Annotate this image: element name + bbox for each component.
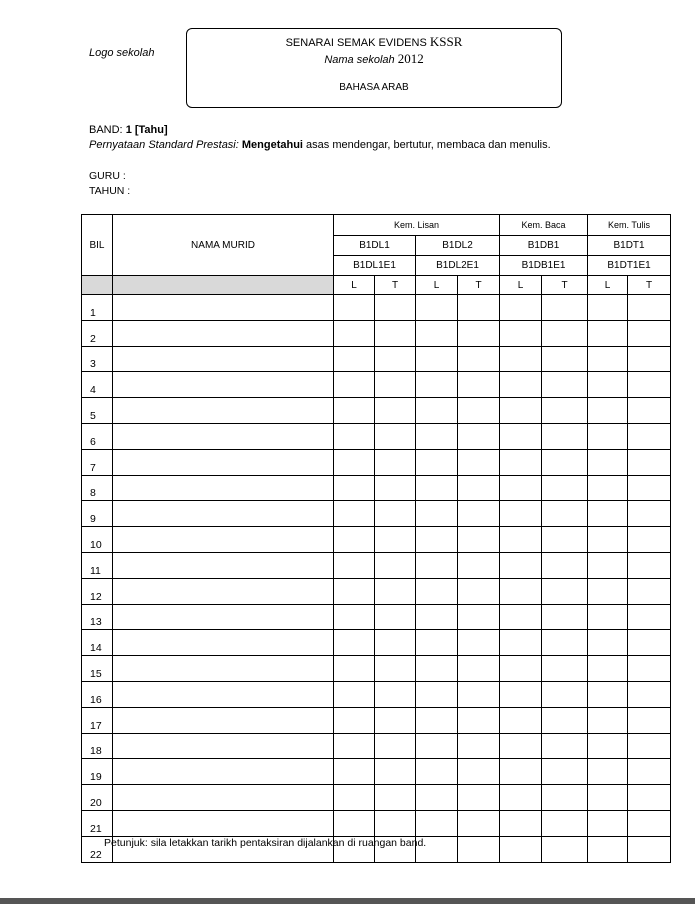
assessment-date-cell[interactable] [542, 372, 588, 398]
assessment-date-cell[interactable] [334, 423, 375, 449]
assessment-date-cell[interactable] [334, 578, 375, 604]
assessment-date-cell[interactable] [500, 423, 542, 449]
assessment-date-cell[interactable] [628, 346, 671, 372]
assessment-date-cell[interactable] [458, 785, 500, 811]
assessment-date-cell[interactable] [458, 372, 500, 398]
assessment-date-cell[interactable] [588, 707, 628, 733]
assessment-date-cell[interactable] [588, 836, 628, 862]
assessment-date-cell[interactable] [334, 810, 375, 836]
assessment-date-cell[interactable] [458, 475, 500, 501]
row-number: 3 [82, 346, 113, 372]
header-nama-murid: NAMA MURID [113, 215, 334, 276]
band-line: BAND: 1 [Tahu] [89, 124, 168, 136]
row-number: 1 [82, 295, 113, 321]
evidence-b1db1e1: B1DB1E1 [500, 256, 588, 276]
assessment-date-cell[interactable] [416, 707, 458, 733]
row-number: 2 [82, 320, 113, 346]
row-number: 8 [82, 475, 113, 501]
assessment-date-cell[interactable] [542, 501, 588, 527]
assessment-date-cell[interactable] [588, 295, 628, 321]
gray-cell [113, 276, 334, 295]
assessment-date-cell[interactable] [588, 423, 628, 449]
assessment-date-cell[interactable] [458, 836, 500, 862]
assessment-date-cell[interactable] [375, 449, 416, 475]
assessment-date-cell[interactable] [416, 320, 458, 346]
assessment-date-cell[interactable] [334, 527, 375, 553]
assessment-date-cell[interactable] [416, 759, 458, 785]
table-row [82, 346, 671, 372]
assessment-date-cell[interactable] [334, 295, 375, 321]
assessment-date-cell[interactable] [334, 785, 375, 811]
student-name-cell[interactable] [113, 810, 334, 836]
assessment-date-cell[interactable] [542, 295, 588, 321]
assessment-date-cell[interactable] [500, 733, 542, 759]
assessment-date-cell[interactable] [500, 552, 542, 578]
assessment-date-cell[interactable] [628, 733, 671, 759]
student-name-cell[interactable] [113, 449, 334, 475]
table-row [82, 759, 671, 785]
assessment-date-cell[interactable] [416, 681, 458, 707]
student-name-cell[interactable] [113, 604, 334, 630]
assessment-date-cell[interactable] [375, 475, 416, 501]
assessment-date-cell[interactable] [588, 527, 628, 553]
assessment-date-cell[interactable] [416, 475, 458, 501]
row-number: 5 [82, 398, 113, 424]
table-row [82, 810, 671, 836]
assessment-date-cell[interactable] [500, 836, 542, 862]
assessment-date-cell[interactable] [542, 630, 588, 656]
assessment-date-cell[interactable] [588, 320, 628, 346]
group-kem-baca: Kem. Baca [500, 215, 588, 236]
student-name-cell[interactable] [113, 320, 334, 346]
assessment-date-cell[interactable] [416, 346, 458, 372]
assessment-date-cell[interactable] [416, 372, 458, 398]
assessment-date-cell[interactable] [458, 398, 500, 424]
assessment-date-cell[interactable] [542, 656, 588, 682]
assessment-date-cell[interactable] [500, 681, 542, 707]
row-number: 15 [82, 656, 113, 682]
assessment-date-cell[interactable] [588, 578, 628, 604]
assessment-date-cell[interactable] [375, 630, 416, 656]
assessment-date-cell[interactable] [500, 578, 542, 604]
assessment-date-cell[interactable] [458, 733, 500, 759]
standard-b1dt1: B1DT1 [588, 236, 671, 256]
assessment-date-cell[interactable] [542, 475, 588, 501]
table-row [82, 423, 671, 449]
assessment-date-cell[interactable] [416, 398, 458, 424]
assessment-date-cell[interactable] [334, 398, 375, 424]
row-number: 6 [82, 423, 113, 449]
table-row [82, 449, 671, 475]
assessment-date-cell[interactable] [334, 320, 375, 346]
assessment-date-cell[interactable] [500, 759, 542, 785]
student-name-cell[interactable] [113, 707, 334, 733]
table-row [82, 733, 671, 759]
assessment-date-cell[interactable] [588, 501, 628, 527]
table-row [82, 475, 671, 501]
standard-b1db1: B1DB1 [500, 236, 588, 256]
assessment-date-cell[interactable] [375, 656, 416, 682]
table-row [82, 552, 671, 578]
student-name-cell[interactable] [113, 346, 334, 372]
assessment-date-cell[interactable] [500, 398, 542, 424]
assessment-date-cell[interactable] [375, 733, 416, 759]
assessment-date-cell[interactable] [375, 423, 416, 449]
assessment-date-cell[interactable] [542, 552, 588, 578]
assessment-date-cell[interactable] [375, 681, 416, 707]
row-number: 14 [82, 630, 113, 656]
assessment-date-cell[interactable] [416, 604, 458, 630]
assessment-date-cell[interactable] [588, 475, 628, 501]
assessment-date-cell[interactable] [628, 372, 671, 398]
checklist-table [81, 214, 671, 863]
assessment-date-cell[interactable] [375, 346, 416, 372]
assessment-date-cell[interactable] [375, 501, 416, 527]
group-kem-lisan: Kem. Lisan [334, 215, 500, 236]
row-number: 20 [82, 785, 113, 811]
assessment-date-cell[interactable] [458, 656, 500, 682]
tahun-label: TAHUN : [89, 185, 131, 197]
table-row [82, 578, 671, 604]
table-row [82, 681, 671, 707]
page-bottom-edge [0, 898, 695, 904]
assessment-date-cell[interactable] [458, 681, 500, 707]
assessment-date-cell[interactable] [334, 733, 375, 759]
assessment-date-cell[interactable] [542, 527, 588, 553]
assessment-date-cell[interactable] [458, 604, 500, 630]
assessment-date-cell[interactable] [588, 372, 628, 398]
assessment-date-cell[interactable] [588, 759, 628, 785]
assessment-date-cell[interactable] [628, 398, 671, 424]
assessment-date-cell[interactable] [542, 346, 588, 372]
assessment-date-cell[interactable] [628, 810, 671, 836]
assessment-date-cell[interactable] [334, 449, 375, 475]
assessment-date-cell[interactable] [500, 707, 542, 733]
student-name-cell[interactable] [113, 372, 334, 398]
student-name-cell[interactable] [113, 656, 334, 682]
assessment-date-cell[interactable] [588, 398, 628, 424]
assessment-date-cell[interactable] [416, 423, 458, 449]
assessment-date-cell[interactable] [334, 656, 375, 682]
standard-b1dl2: B1DL2 [416, 236, 500, 256]
assessment-date-cell[interactable] [458, 346, 500, 372]
row-number: 7 [82, 449, 113, 475]
assessment-date-cell[interactable] [500, 320, 542, 346]
row-number: 18 [82, 733, 113, 759]
assessment-date-cell[interactable] [500, 449, 542, 475]
assessment-date-cell[interactable] [542, 707, 588, 733]
assessment-date-cell[interactable] [416, 552, 458, 578]
assessment-date-cell[interactable] [334, 346, 375, 372]
assessment-date-cell[interactable] [628, 552, 671, 578]
group-kem-tulis: Kem. Tulis [588, 215, 671, 236]
pernyataan-line: Pernyataan Standard Prestasi: Mengetahui asas mendengar, bertutur, membaca dan menulis. [89, 139, 551, 151]
assessment-date-cell[interactable] [375, 372, 416, 398]
assessment-date-cell[interactable] [588, 733, 628, 759]
sub-t: T [628, 276, 671, 295]
sub-t: T [542, 276, 588, 295]
assessment-date-cell[interactable] [375, 578, 416, 604]
assessment-date-cell[interactable] [588, 346, 628, 372]
assessment-date-cell[interactable] [334, 604, 375, 630]
evidence-b1dl1e1: B1DL1E1 [334, 256, 416, 276]
table-row [82, 604, 671, 630]
assessment-date-cell[interactable] [628, 320, 671, 346]
sub-l: L [588, 276, 628, 295]
assessment-date-cell[interactable] [416, 578, 458, 604]
table-row [82, 501, 671, 527]
assessment-date-cell[interactable] [334, 501, 375, 527]
assessment-date-cell[interactable] [416, 449, 458, 475]
title-box [186, 28, 562, 108]
assessment-date-cell[interactable] [628, 759, 671, 785]
assessment-date-cell[interactable] [542, 759, 588, 785]
assessment-date-cell[interactable] [334, 552, 375, 578]
document-title: SENARAI SEMAK EVIDENS KSSR [285, 34, 463, 49]
assessment-date-cell[interactable] [542, 604, 588, 630]
assessment-date-cell[interactable] [500, 630, 542, 656]
sub-l: L [334, 276, 375, 295]
assessment-date-cell[interactable] [628, 578, 671, 604]
assessment-date-cell[interactable] [458, 552, 500, 578]
assessment-date-cell[interactable] [500, 527, 542, 553]
evidence-b1dl2e1: B1DL2E1 [416, 256, 500, 276]
assessment-date-cell[interactable] [334, 372, 375, 398]
assessment-date-cell[interactable] [458, 449, 500, 475]
assessment-date-cell[interactable] [628, 501, 671, 527]
assessment-date-cell[interactable] [334, 681, 375, 707]
assessment-date-cell[interactable] [500, 785, 542, 811]
assessment-date-cell[interactable] [375, 759, 416, 785]
table-row [82, 527, 671, 553]
assessment-date-cell[interactable] [458, 527, 500, 553]
assessment-date-cell[interactable] [628, 604, 671, 630]
assessment-date-cell[interactable] [500, 604, 542, 630]
assessment-date-cell[interactable] [334, 475, 375, 501]
assessment-date-cell[interactable] [588, 656, 628, 682]
assessment-date-cell[interactable] [628, 836, 671, 862]
table-row [82, 320, 671, 346]
assessment-date-cell[interactable] [416, 810, 458, 836]
assessment-date-cell[interactable] [588, 449, 628, 475]
header-bil: BIL [82, 215, 113, 276]
table-row [82, 656, 671, 682]
subject-title: BAHASA ARAB [339, 82, 409, 93]
assessment-date-cell[interactable] [542, 423, 588, 449]
assessment-date-cell[interactable] [542, 578, 588, 604]
row-number: 11 [82, 552, 113, 578]
table-row [82, 372, 671, 398]
petunjuk-note: Petunjuk: sila letakkan tarikh pentaksiran dijalankan di ruangan band. [104, 837, 427, 849]
assessment-date-cell[interactable] [500, 346, 542, 372]
assessment-date-cell[interactable] [628, 630, 671, 656]
table-row [82, 785, 671, 811]
assessment-date-cell[interactable] [500, 372, 542, 398]
assessment-date-cell[interactable] [458, 759, 500, 785]
row-number: 22 [82, 836, 113, 862]
student-name-cell[interactable] [113, 759, 334, 785]
assessment-date-cell[interactable] [416, 785, 458, 811]
assessment-date-cell[interactable] [628, 449, 671, 475]
table-row [82, 398, 671, 424]
sub-t: T [458, 276, 500, 295]
assessment-date-cell[interactable] [458, 295, 500, 321]
assessment-date-cell[interactable] [458, 810, 500, 836]
table-row [82, 630, 671, 656]
row-number: 12 [82, 578, 113, 604]
assessment-date-cell[interactable] [416, 295, 458, 321]
student-name-cell[interactable] [113, 423, 334, 449]
assessment-date-cell[interactable] [458, 630, 500, 656]
standard-b1dl1: B1DL1 [334, 236, 416, 256]
guru-label: GURU : [89, 170, 126, 182]
assessment-date-cell[interactable] [628, 707, 671, 733]
assessment-date-cell[interactable] [542, 681, 588, 707]
assessment-date-cell[interactable] [416, 630, 458, 656]
row-number: 4 [82, 372, 113, 398]
assessment-date-cell[interactable] [628, 295, 671, 321]
logo-placeholder: Logo sekolah [89, 47, 155, 59]
row-number: 17 [82, 707, 113, 733]
assessment-date-cell[interactable] [588, 681, 628, 707]
assessment-date-cell[interactable] [416, 733, 458, 759]
student-name-cell[interactable] [113, 398, 334, 424]
row-number: 10 [82, 527, 113, 553]
assessment-date-cell[interactable] [416, 501, 458, 527]
row-number: 21 [82, 810, 113, 836]
assessment-date-cell[interactable] [375, 398, 416, 424]
assessment-date-cell[interactable] [375, 320, 416, 346]
table-row [82, 707, 671, 733]
sub-l: L [416, 276, 458, 295]
evidence-b1dt1e1: B1DT1E1 [588, 256, 671, 276]
student-name-cell[interactable] [113, 733, 334, 759]
assessment-date-cell[interactable] [628, 423, 671, 449]
row-number: 13 [82, 604, 113, 630]
row-number: 16 [82, 681, 113, 707]
assessment-date-cell[interactable] [334, 759, 375, 785]
student-name-cell[interactable] [113, 578, 334, 604]
student-name-cell[interactable] [113, 501, 334, 527]
assessment-date-cell[interactable] [542, 810, 588, 836]
assessment-date-cell[interactable] [542, 785, 588, 811]
assessment-date-cell[interactable] [628, 656, 671, 682]
assessment-date-cell[interactable] [628, 681, 671, 707]
assessment-date-cell[interactable] [542, 733, 588, 759]
assessment-date-cell[interactable] [334, 707, 375, 733]
row-number: 9 [82, 501, 113, 527]
assessment-date-cell[interactable] [500, 656, 542, 682]
sub-l: L [500, 276, 542, 295]
assessment-date-cell[interactable] [375, 604, 416, 630]
student-name-cell[interactable] [113, 681, 334, 707]
assessment-date-cell[interactable] [416, 656, 458, 682]
student-name-cell[interactable] [113, 630, 334, 656]
assessment-date-cell[interactable] [375, 707, 416, 733]
assessment-date-cell[interactable] [458, 423, 500, 449]
assessment-date-cell[interactable] [375, 552, 416, 578]
assessment-date-cell[interactable] [458, 707, 500, 733]
school-name: Nama sekolah 2012 [324, 51, 424, 66]
assessment-date-cell[interactable] [458, 578, 500, 604]
assessment-date-cell[interactable] [416, 527, 458, 553]
student-name-cell[interactable] [113, 552, 334, 578]
row-number: 19 [82, 759, 113, 785]
table-row [82, 295, 671, 321]
assessment-date-cell[interactable] [588, 630, 628, 656]
student-name-cell[interactable] [113, 475, 334, 501]
assessment-date-cell[interactable] [500, 475, 542, 501]
assessment-date-cell[interactable] [458, 320, 500, 346]
assessment-date-cell[interactable] [588, 552, 628, 578]
assessment-date-cell[interactable] [500, 501, 542, 527]
assessment-date-cell[interactable] [375, 295, 416, 321]
assessment-date-cell[interactable] [628, 475, 671, 501]
assessment-date-cell[interactable] [628, 527, 671, 553]
assessment-date-cell[interactable] [375, 527, 416, 553]
assessment-date-cell[interactable] [588, 604, 628, 630]
assessment-date-cell[interactable] [542, 320, 588, 346]
assessment-date-cell[interactable] [542, 449, 588, 475]
assessment-date-cell[interactable] [628, 785, 671, 811]
assessment-date-cell[interactable] [375, 810, 416, 836]
gray-cell [82, 276, 113, 295]
assessment-date-cell[interactable] [588, 785, 628, 811]
assessment-date-cell[interactable] [375, 785, 416, 811]
student-name-cell[interactable] [113, 785, 334, 811]
assessment-date-cell[interactable] [334, 630, 375, 656]
assessment-date-cell[interactable] [500, 295, 542, 321]
assessment-date-cell[interactable] [588, 810, 628, 836]
assessment-date-cell[interactable] [500, 810, 542, 836]
assessment-date-cell[interactable] [458, 501, 500, 527]
assessment-date-cell[interactable] [542, 836, 588, 862]
student-name-cell[interactable] [113, 295, 334, 321]
assessment-date-cell[interactable] [542, 398, 588, 424]
sub-t: T [375, 276, 416, 295]
student-name-cell[interactable] [113, 527, 334, 553]
